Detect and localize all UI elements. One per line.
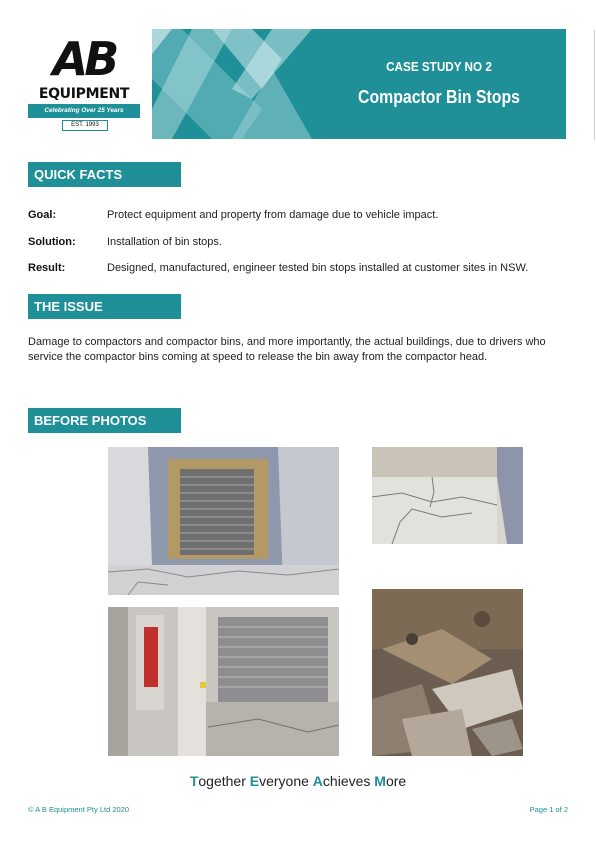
goal-value: Protect equipment and property from damage due to vehicle impact. xyxy=(107,209,439,221)
solution-value: Installation of bin stops. xyxy=(107,236,222,248)
solution-label: Solution: xyxy=(28,236,76,248)
result-value: Designed, manufactured, engineer tested bin stops installed at customer sites in NSW. xyxy=(107,262,529,274)
the-issue-heading: THE ISSUE xyxy=(28,294,181,319)
company-logo xyxy=(28,30,140,138)
company-tagline xyxy=(0,773,596,789)
goal-label: Goal: xyxy=(28,209,57,221)
tagline-word-3: chieves xyxy=(322,773,375,789)
quick-facts-heading: QUICK FACTS xyxy=(28,162,181,187)
tagline-letter-e: E xyxy=(249,773,260,789)
case-study-title: Compactor Bin Stops xyxy=(358,87,520,107)
page-edge-divider xyxy=(594,30,595,140)
logo-est: EST. 1993 xyxy=(62,120,108,131)
before-photo-cracked-wall xyxy=(372,447,523,544)
tagline-word-1: ogether xyxy=(198,773,250,789)
logo-word: EQUIPMENT xyxy=(38,86,130,102)
tagline-word-2: veryone xyxy=(259,773,313,789)
before-photos-heading: BEFORE PHOTOS xyxy=(28,408,181,433)
before-photo-debris xyxy=(372,589,523,756)
footer-page-number: Page 1 of 2 xyxy=(529,805,568,814)
logo-ribbon: Celebrating Over 25 Years xyxy=(28,104,140,118)
footer-copyright: © A B Equipment Pty Ltd 2020 xyxy=(28,805,130,814)
before-photo-loading-area xyxy=(108,607,339,756)
header-banner xyxy=(152,29,566,139)
tagline-letter-m: M xyxy=(374,773,386,789)
before-photo-roller-door-frame xyxy=(108,447,339,595)
issue-description: Damage to compactors and compactor bins, and more importantly, the actual buildings, due to drivers who service the compactor bins coming at speed to release the bin away from the compactor head. xyxy=(28,336,546,363)
tagline-word-4: ore xyxy=(385,773,407,789)
result-label: Result: xyxy=(28,262,66,274)
logo-letters: AB xyxy=(52,32,116,86)
case-study-label: CASE STUDY NO 2 xyxy=(386,59,492,74)
banner-pattern-graphic xyxy=(152,29,566,139)
tagline-letter-t: T xyxy=(189,773,199,789)
tagline-letter-a: A xyxy=(312,773,323,789)
